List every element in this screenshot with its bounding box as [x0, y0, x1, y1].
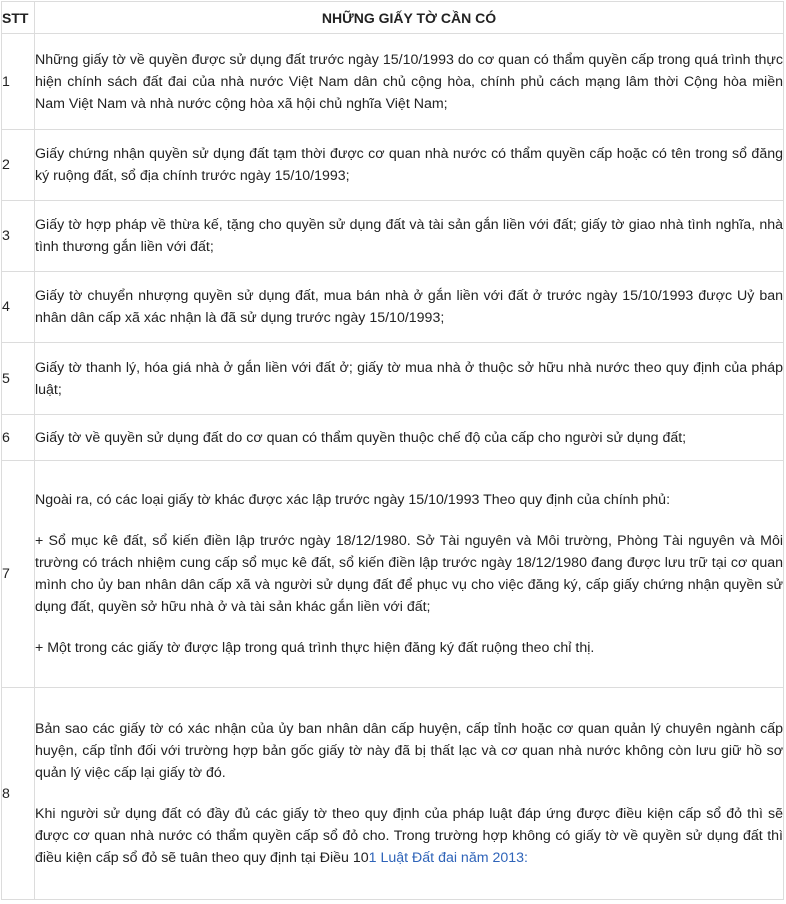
row-content [35, 272, 784, 343]
paragraph-text: Khi người sử dụng đất có đầy đủ các giấy tờ theo quy định của pháp luật đáp ứng được điều kiện cấp sổ đỏ thì sẽ được cơ quan nhà nước có thẩm quyền cấp sổ đỏ cho. Trong trường hợp không có giấy tờ về quyền sử dụng đất thì điều kiện cấp sổ đỏ sẽ tuân theo quy định tại Điều 10 [35, 806, 783, 866]
row-number: 7 [2, 461, 35, 688]
paragraph: Bản sao các giấy tờ có xác nhận của ủy ban nhân dân cấp huyện, cấp tỉnh hoặc cơ quan quản lý chuyên ngành cấp huyện, cấp tỉnh đối với trường hợp bản gốc giấy tờ này đã bị thất lạc và cơ quan nhà nước không còn lưu giữ hồ sơ quản lý việc cấp lại giấy tờ đó. [35, 721, 783, 781]
header-content: NHỮNG GIẤY TỜ CẦN CÓ [35, 2, 784, 34]
paragraph: Giấy tờ về quyền sử dụng đất do cơ quan có thẩm quyền thuộc chế độ của cấp cho người sử dụng đất; [35, 429, 687, 446]
row-number: 8 [2, 688, 35, 900]
paragraph: Giấy tờ chuyển nhượng quyền sử dụng đất, mua bán nhà ở gắn liền với đất ở trước ngày 15/10/1993 được Uỷ ban nhân dân cấp xã xác nhận là đã sử dụng trước ngày 15/10/1993; [35, 288, 783, 326]
row-number: 6 [2, 415, 35, 461]
row-number: 5 [2, 343, 35, 415]
table-row [2, 272, 784, 343]
table-row [2, 415, 784, 461]
paragraph: Giấy tờ hợp pháp về thừa kế, tặng cho quyền sử dụng đất và tài sản gắn liền với đất; giấy tờ giao nhà tình nghĩa, nhà tình thương gắn liền với đất; [35, 217, 783, 255]
paragraph: Giấy tờ thanh lý, hóa giá nhà ở gắn liền với đất ở; giấy tờ mua nhà ở thuộc sở hữu nhà nước theo quy định của pháp luật; [35, 359, 783, 398]
table-row [2, 34, 784, 130]
row-content [35, 201, 784, 272]
table-row [2, 461, 784, 688]
header-row [2, 2, 784, 34]
table-row [2, 343, 784, 415]
row-content [35, 130, 784, 201]
paragraph: Những giấy tờ về quyền được sử dụng đất trước ngày 15/10/1993 do cơ quan có thẩm quyền cấp trong quá trình thực hiện chính sách đất đai của nhà nước Việt Nam dân chủ cộng hòa, chính phủ cách mạng lâm thời Cộng hòa miền Nam Việt Nam và nhà nước cộng hòa xã hội chủ nghĩa Việt Nam; [35, 51, 783, 112]
law-link[interactable]: 1 Luật Đất đai năm 2013: [368, 850, 528, 866]
paragraph: + Sổ mục kê đất, sổ kiến điền lập trước ngày 18/12/1980. Sở Tài nguyên và Môi trường, Phòng Tài nguyên và Môi trường có trách nhiệm cung cấp sổ mục kê đất, sổ kiến điền lập trước ngày 18/12/1980 đang được lưu trữ tại cơ quan mình cho ủy ban nhân dân cấp xã và người sử dụng đất để phục vụ cho việc đăng ký, cấp giấy chứng nhận quyền sử dụng đất, quyền sở hữu nhà ở và tài sản khác gắn liền với đất; [35, 533, 783, 615]
row-content [35, 688, 784, 900]
row-content [35, 343, 784, 415]
row-number: 1 [2, 34, 35, 130]
header-stt: STT [2, 2, 35, 34]
paragraph: Ngoài ra, có các loại giấy tờ khác được xác lập trước ngày 15/10/1993 Theo quy định của chính phủ: [35, 492, 671, 508]
table-row [2, 201, 784, 272]
row-content [35, 415, 784, 461]
row-number: 3 [2, 201, 35, 272]
table-row [2, 130, 784, 201]
row-content [35, 34, 784, 130]
paragraph: Giấy chứng nhận quyền sử dụng đất tạm thời được cơ quan nhà nước có thẩm quyền cấp hoặc có tên trong sổ đăng ký ruộng đất, sổ địa chính trước ngày 15/10/1993; [35, 146, 783, 184]
paragraph: + Một trong các giấy tờ được lập trong quá trình thực hiện đăng ký đất ruộng theo chỉ thị. [35, 640, 595, 656]
table-row [2, 688, 784, 900]
paragraph [35, 803, 783, 869]
row-number: 2 [2, 130, 35, 201]
requirements-table [1, 1, 784, 900]
row-content [35, 461, 784, 688]
row-number: 4 [2, 272, 35, 343]
